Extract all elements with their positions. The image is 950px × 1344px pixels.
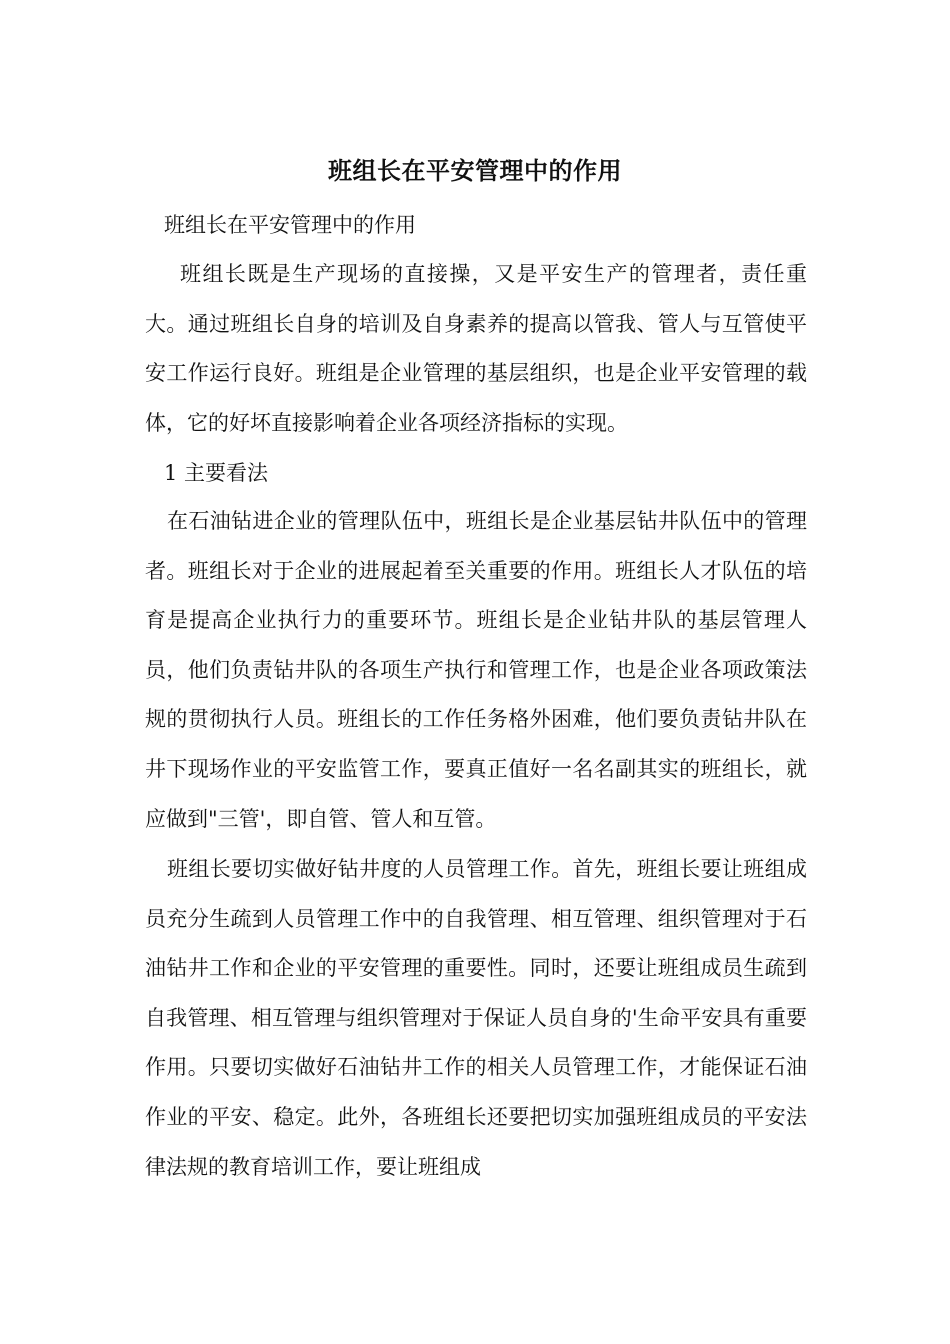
body-paragraph: 在石油钻进企业的管理队伍中，班组长是企业基层钻井队伍中的管理者。班组长对于企业的进展起着至关重要的作用。班组长人才队伍的培育是提高企业执行力的重要环节。班组长是企业钻井队的基层管理人员，他们负责钻井队的各项生产执行和管理工作，也是企业各项政策法规的贯彻执行人员。班组长的工作任务格外困难，他们要负责钻井队在井下现场作业的平安监管工作，要真正值好一名名副其实的班组长，就应做到"三管'，即自管、管人和互管。 <box>145 509 807 831</box>
body-paragraph: 班组长要切实做好钻井度的人员管理工作。首先，班组长要让班组成员充分生疏到人员管理工作中的自我管理、相互管理、组织管理对于石油钻井工作和企业的平安管理的重要性。同时，还要让班组成员生疏到自我管理、相互管理与组织管理对于保证人员自身的'生命平安具有重要作用。只要切实做好石油钻井工作的相关人员管理工作，才能保证石油作业的平安、稳定。此外，各班组长还要把切实加强班组成员的平安法律法规的教育培训工作，要让班组成 <box>145 857 807 1179</box>
intro-paragraph: 班组长既是生产现场的直接操，又是平安生产的管理者，责任重大。通过班组长自身的培训及自身素养的提高以管我、管人与互管使平安工作运行良好。班组是企业管理的基层组织，也是企业平安管理的载体，它的好坏直接影响着企业各项经济指标的实现。 <box>145 262 807 435</box>
document-subtitle: 班组长在平安管理中的作用 <box>164 213 416 237</box>
section-heading: 1 主要看法 <box>164 461 269 485</box>
document-title: 班组长在平安管理中的作用 <box>328 156 622 185</box>
